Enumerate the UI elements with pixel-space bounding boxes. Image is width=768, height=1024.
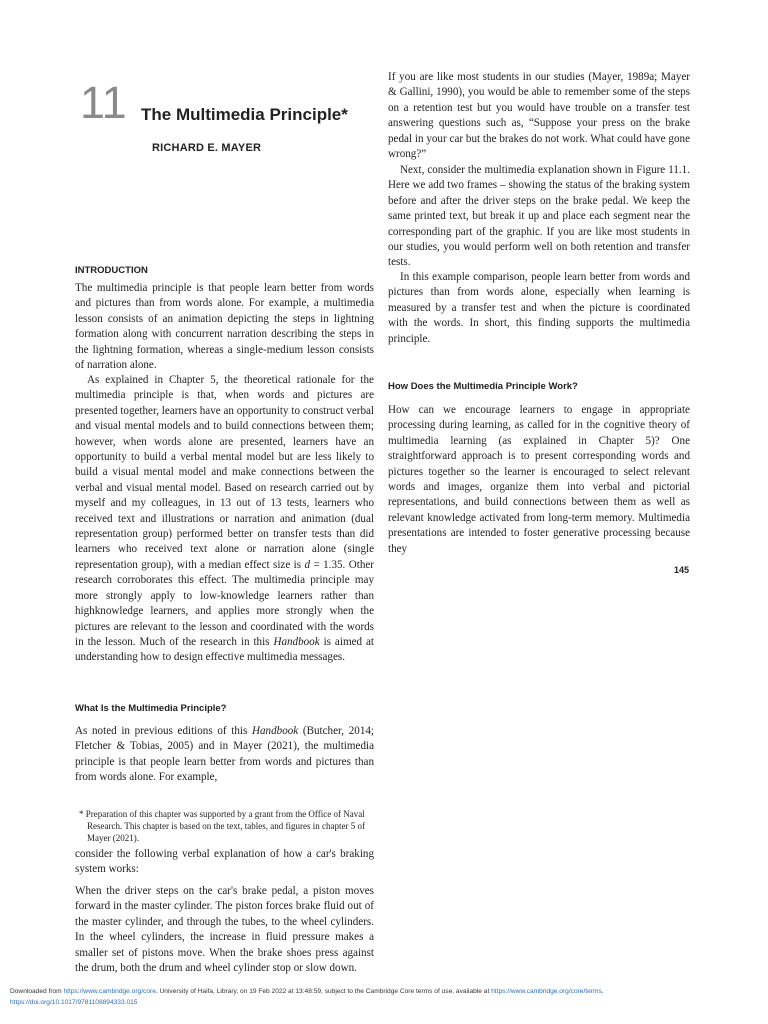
doi-link[interactable]: https://doi.org/10.1017/9781108894333.015 <box>10 999 138 1006</box>
download-middle: . University of Haifa, Library, on 19 Feb 2022 at 13:48:59, subject to the Cambridge Core terms of use, available at <box>155 988 492 995</box>
introduction-heading: INTRODUCTION <box>75 265 148 276</box>
right-paragraph-3: In this example comparison, people learn better from words and pictures than from words alone, especially when learning is measured by a transfer test and when the picture is coordinated with the words. In short, this finding supports the multimedia principle. <box>388 271 690 345</box>
handbook-italic: Handbook <box>273 635 320 648</box>
intro-p2-text-a: As explained in Chapter 5, the theoretical rationale for the multimedia principle is that, when words and pictures are presented together, learners have an opportunity to construct verbal and visual mental models and to build connections between them; however, when words alone are presented, learners have an opportunity to build a verbal mental model but are less likely to build a visual mental model and make connections between the verbal and visual mental model. Based on research carried out by myself and my colleagues, in 13 out of 13 tests, learners who received text and illustrations or narration and animation (dual representation group) performed better on transfer tests than did learners who received text alone or narration alone (single representation group), with a median effect size is <box>75 374 374 571</box>
consider-paragraph: consider the following verbal explanation of how a car's braking system works: <box>75 848 374 876</box>
intro-p2-text-c: is aimed at understanding how to design effective multimedia messages. <box>75 635 374 664</box>
handbook-italic-2: Handbook <box>252 725 299 737</box>
right-paragraph-1: If you are like most students in our studies (Mayer, 1989a; Mayer & Gallini, 1990), you would be able to remember some of the steps on a retention test but you would have trouble on a transfer test answering questions such as, “Suppose your press on the brake pedal in your car but the brakes do not work. What could have gone wrong?” <box>388 71 690 161</box>
what-is-heading: What Is the Multimedia Principle? <box>75 703 227 714</box>
footnote: * Preparation of this chapter was supported by a grant from the Office of Naval Research. This chapter is based on the text, tables, and figures in chapter 5 of Mayer (2021). <box>79 809 365 843</box>
cambridge-core-link[interactable]: https://www.cambridge.org/core <box>63 988 156 995</box>
intro-p2-text-b: = 1.35. Other research corroborates this effect. The multimedia principle may more strongly apply to low-knowledge learners rather than highknowledge learners, and applies more strongly when the pictures are relevant to the lesson and coordinated with the words in the lesson. Much of the research in this <box>75 558 374 648</box>
what-p-text-b: (Butcher, 2014; Fletcher & Tobias, 2005) and in Mayer (2021), the multimedia principle is that people learn better from words and pictures than from words alone. For example, <box>75 725 374 784</box>
effect-size-symbol: d <box>304 558 311 571</box>
intro-paragraph-1: The multimedia principle is that people learn better from words and pictures than from words alone. For example, a multimedia lesson consists of an animation depicting the steps in lightning formation along with concurrent narration describing the steps in the lightning formation, whereas a single-medium lesson consists of narration alone. <box>75 282 374 372</box>
what-is-paragraph <box>75 724 374 786</box>
download-notice <box>10 986 710 1008</box>
how-does-paragraph: How can we encourage learners to engage in appropriate processing during learning, as called for in the cognitive theory of multimedia learning (as explained in Chapter 5)? One straightforward approach is to present corresponding words and pictures together so the learner is encouraged to select relevant words and images, organize them into verbal and pictorial representations, and build connections between them as well as relevant knowledge activated from long-term memory. Multimedia presentations are intended to foster generative processing because they <box>388 404 690 555</box>
chapter-title: The Multimedia Principle* <box>141 105 348 124</box>
download-period: . <box>601 988 604 995</box>
right-paragraph-2: Next, consider the multimedia explanation shown in Figure 11.1. Here we add two frames – showing the status of the braking system before and after the driver steps on the brake pedal. We keep the same printed text, but break it up and place each segment near the corresponding part of the graphic. If you are like most students in our studies, you would perform well on both retention and transfer tests. <box>388 164 690 269</box>
brake-explanation-paragraph: When the driver steps on the car's brake pedal, a piston moves forward in the master cylinder. The piston forces brake fluid out of the master cylinder, and through the tubes, to the wheel cylinders. In the wheel cylinders, the increase in fluid pressure makes a smaller set of pistons move. When the brake shoes press against the drum, both the drum and wheel cylinder stop or slow down. <box>75 885 374 975</box>
page-number: 145 <box>674 565 690 575</box>
chapter-number: 11 <box>80 77 127 128</box>
what-p-text-a: As noted in previous editions of this <box>75 725 252 737</box>
author-name: RICHARD E. MAYER <box>152 142 262 154</box>
intro-paragraph-2 <box>75 373 374 666</box>
how-does-heading: How Does the Multimedia Principle Work? <box>388 381 578 392</box>
terms-link[interactable]: https://www.cambridge.org/core/terms <box>491 988 602 995</box>
download-prefix: Downloaded from <box>10 988 64 995</box>
